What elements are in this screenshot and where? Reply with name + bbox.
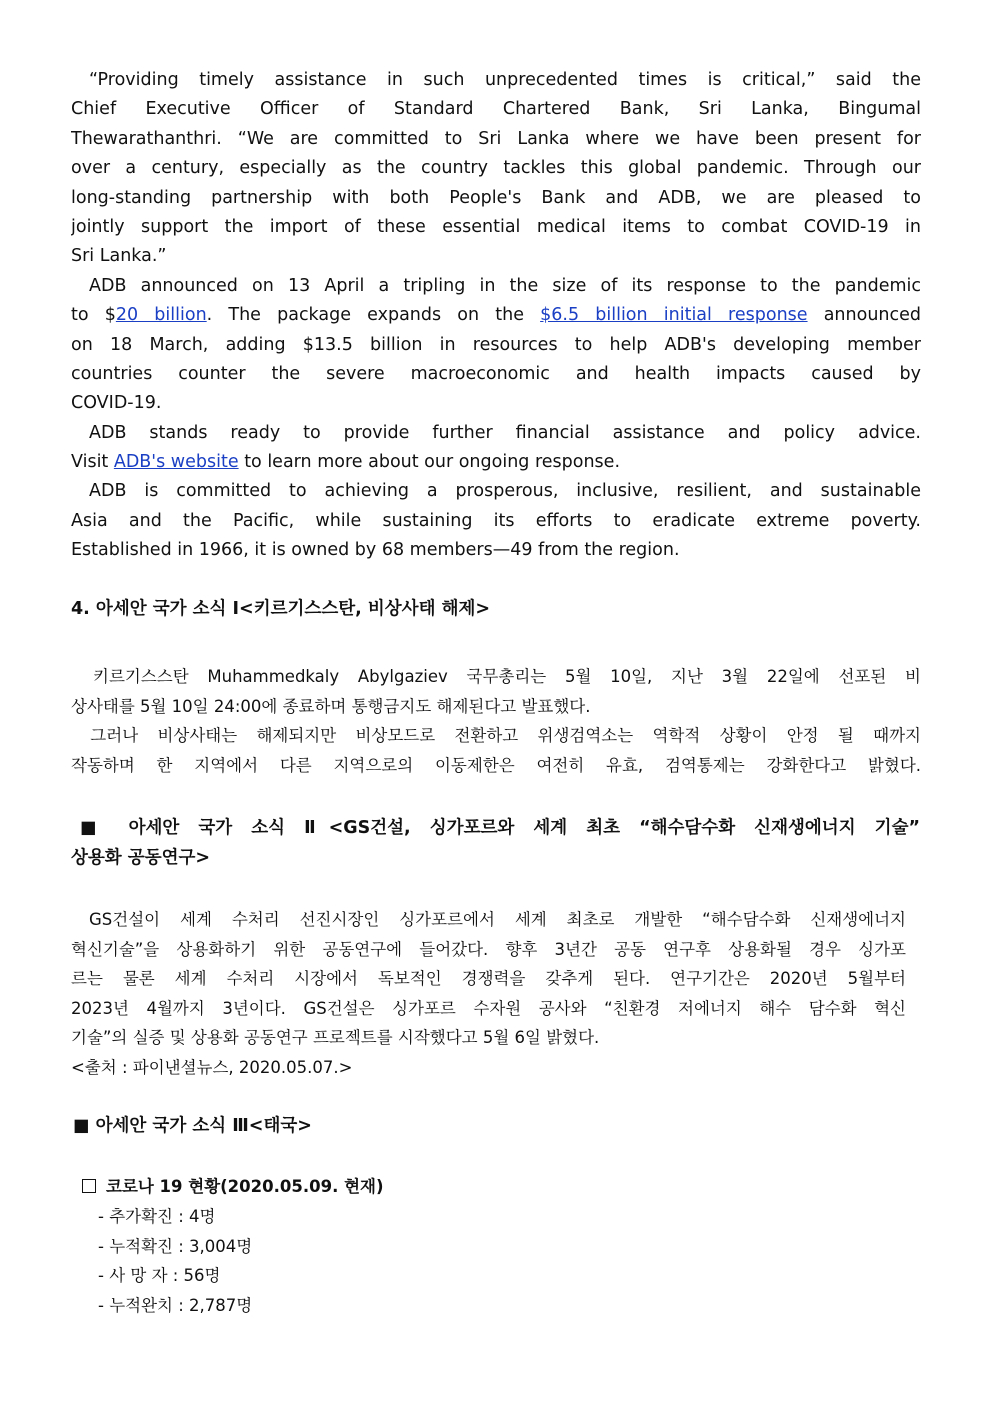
status-title-text: 코로나 19 현황(2020.05.09. 현재) <box>106 1177 384 1196</box>
link-initial-response[interactable]: $6.5 billion initial response <box>540 305 808 326</box>
text-line-with-links <box>71 301 921 330</box>
adb-about-paragraph <box>71 477 921 565</box>
text-line: Chief Executive Officer of Standard Chartered Bank, Sri Lanka, Bingumal <box>71 99 921 120</box>
text-line: jointly support the import of these essential medical items to combat COVID-19 in <box>71 216 921 237</box>
text-line: 키르기스스탄 Muhammedkaly Abylgaziev 국무총리는 5월 10일, 지난 3월 22일에 선포된 비 <box>93 667 921 686</box>
text-line: ADB stands ready to provide further financial assistance and policy advice. <box>89 422 921 443</box>
list-item: - 사 망 자 : 56명 <box>98 1266 221 1286</box>
adb-ready-paragraph <box>71 419 921 478</box>
text-line: Established in 1966, it is owned by 68 members—49 from the region. <box>71 540 680 561</box>
checkbox-square-icon <box>82 1179 96 1193</box>
list-item: - 추가확진 : 4명 <box>98 1207 216 1226</box>
text-fragment: to learn more about our ongoing response. <box>244 452 621 473</box>
text-line: over a century, especially as the country tackles this global pandemic. Through our <box>71 158 921 179</box>
text-line: Thewarathanthri. “We are committed to Sri Lanka where we have been present for <box>71 128 921 149</box>
gs-section-heading-cont: 상용화 공동연구> <box>71 848 211 868</box>
text-line-with-link <box>71 448 921 477</box>
text-fragment: to $ <box>71 305 116 326</box>
kyrgyzstan-paragraph <box>71 662 921 780</box>
text-line: 르는 물론 세계 수처리 시장에서 독보적인 경쟁력을 갖추게 된다. 연구기간은 2020년 5월부터 <box>71 969 906 989</box>
adb-response-paragraph <box>71 272 921 419</box>
text-line: long-standing partnership with both People's Bank and ADB, we are pleased to <box>71 187 921 208</box>
text-line: Sri Lanka.” <box>71 246 167 267</box>
text-line: “Providing timely assistance in such unprecedented times is critical,” said the <box>89 70 921 90</box>
english-section <box>71 66 921 566</box>
text-line: 혁신기술”을 상용화하기 위한 공동연구에 들어갔다. 향후 3년간 공동 연구후 상용화될 경우 싱가포 <box>71 939 906 959</box>
text-line: COVID-19. <box>71 393 162 414</box>
covid-status-list <box>82 1172 384 1320</box>
gs-section-heading: ■ 아세안 국가 소식 Ⅱ<GS건설, 싱가포르와 세계 최초 “해수담수화 신재생에너지 기술” <box>80 818 920 838</box>
link-20-billion[interactable]: 20 billion <box>115 305 207 326</box>
text-line: 작동하며 한 지역에서 다른 지역으로의 이동제한은 여전히 유효, 검역통제는 강화한다고 밝혔다. <box>71 755 921 775</box>
text-line: ADB is committed to achieving a prosperous, inclusive, resilient, and sustainable <box>89 481 921 502</box>
text-fragment: Visit <box>71 452 114 473</box>
text-line: 상사태를 5월 10일 24:00에 종료하며 통행금지도 해제된다고 발표했다. <box>71 696 591 716</box>
quote-paragraph <box>71 66 921 272</box>
text-line: 그러나 비상사태는 해제되지만 비상모드로 전환하고 위생검역소는 역학적 상황이 안정 될 때까지 <box>71 726 921 746</box>
section-4-heading: 4. 아세안 국가 소식 Ⅰ<키르기스스탄, 비상사태 해제> <box>71 599 491 619</box>
text-line: 2023년 4월까지 3년이다. GS건설은 싱가포르 수자원 공사와 “친환경 저에너지 해수 담수화 혁신 <box>71 998 906 1018</box>
gs-paragraph <box>71 905 906 1083</box>
text-line: 기술”의 실증 및 상용화 공동연구 프로젝트를 시작했다고 5월 6일 밝혔다. <box>71 1028 600 1048</box>
text-line: countries counter the severe macroeconomic and health impacts caused by <box>71 363 921 384</box>
list-item: - 누적확진 : 3,004명 <box>98 1236 253 1256</box>
text-line: ADB announced on 13 April a tripling in the size of its response to the pandemic <box>89 275 921 296</box>
covid-status-title <box>82 1172 384 1202</box>
list-item: - 누적완치 : 2,787명 <box>98 1295 253 1315</box>
source-citation: <출처 : 파이낸셜뉴스, 2020.05.07.> <box>71 1057 353 1077</box>
text-line: GS건설이 세계 수처리 선진시장인 싱가포르에서 세계 최초로 개발한 “해수담수화 신재생에너지 <box>89 910 906 929</box>
text-line: on 18 March, adding $13.5 billion in resources to help ADB's developing member <box>71 334 921 355</box>
text-fragment: . The package expands on the <box>206 305 541 326</box>
thailand-section-heading: ■ 아세안 국가 소식 Ⅲ<태국> <box>73 1116 312 1136</box>
text-fragment: announced <box>807 305 921 326</box>
link-adb-website[interactable]: ADB's website <box>113 452 239 473</box>
text-line: Asia and the Pacific, while sustaining its efforts to eradicate extreme poverty. <box>71 510 921 531</box>
